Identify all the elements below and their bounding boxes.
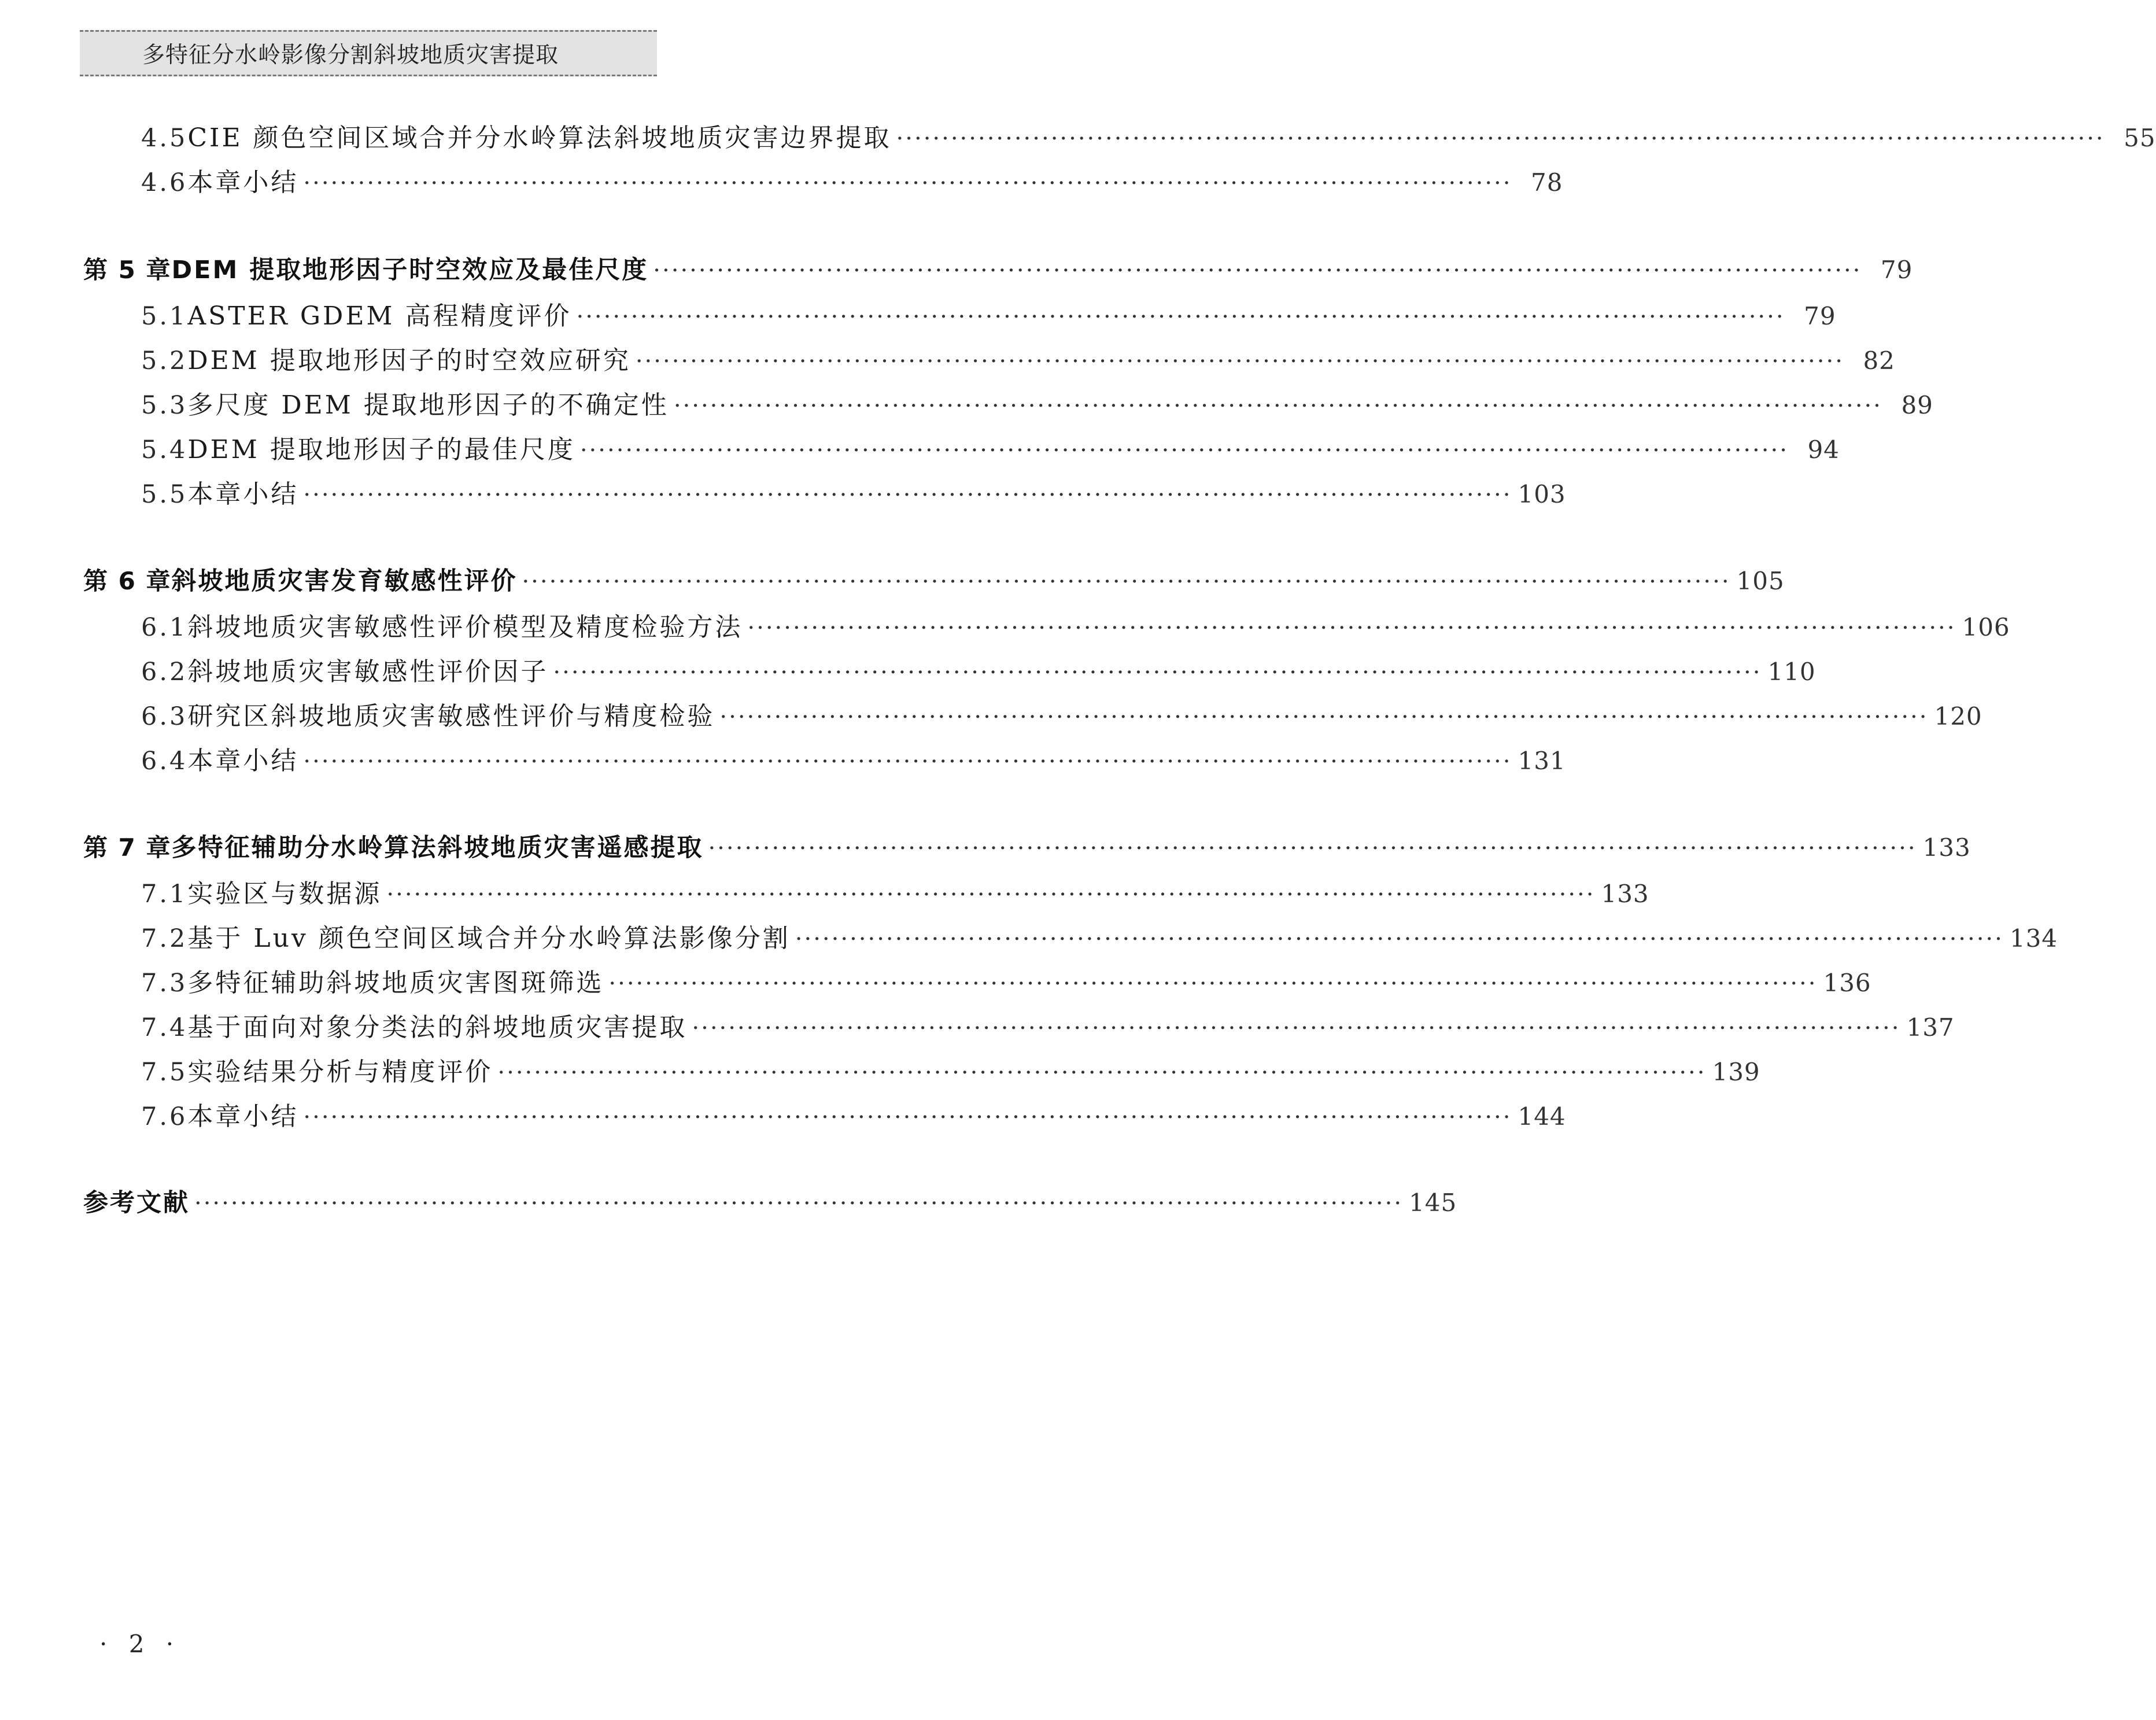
toc-section-number: 5.1 [141,302,188,331]
toc-section-number: 7.2 [141,924,188,953]
toc-entry[interactable] [141,161,1563,197]
toc-section-number: 7.6 [141,1102,188,1131]
toc-page-number: 120 [1934,702,1983,730]
toc-section-number: 6.2 [141,658,188,686]
toc-section-title: DEM 提取地形因子的时空效应研究 [187,346,631,375]
toc-leader-dots: ····································································································································· [303,170,1512,197]
toc-chapter-entry[interactable] [83,828,1971,863]
toc-page-number: 105 [1736,567,1785,595]
toc-leader-dots: ····································································································································· [522,569,1731,595]
toc-page-number: 145 [1409,1189,1457,1217]
running-header [80,30,657,76]
toc-page-number: 103 [1518,480,1566,508]
toc-entry[interactable] [141,473,1566,509]
toc-page-number: 137 [1906,1013,1955,1042]
toc-entry[interactable] [141,695,1983,731]
toc-chapter-title: 斜坡地质灾害发育敏感性评价 [171,567,518,596]
toc-entry[interactable] [141,384,1933,420]
toc-entry[interactable] [141,1006,1955,1042]
toc-section-title: 本章小结 [187,1102,299,1131]
toc-leader-dots: ····································································································································· [553,659,1762,686]
toc-references-title: 参考文献 [83,1189,190,1217]
toc-leader-dots: ····································································································································· [673,393,1882,419]
toc-leader-dots: ····································································································································· [497,1060,1707,1086]
toc-leader-dots: ····································································································································· [653,257,1862,284]
toc-leader-dots: ····································································································································· [303,1104,1512,1131]
toc-leader-dots: ····································································································································· [303,482,1512,508]
toc-page-number: 136 [1823,969,1871,997]
toc-section-title: 多尺度 DEM 提取地形因子的不确定性 [187,390,669,420]
toc-page-number: 131 [1518,747,1566,775]
page-number: · 2 · [99,1630,181,1658]
toc-page-number: 106 [1962,613,2010,641]
toc-section-title: 基于 Luv 颜色空间区域合并分水岭算法影像分割 [187,924,791,953]
toc-section-title: 多特征辅助斜坡地质灾害图斑筛选 [187,968,604,998]
toc-entry[interactable] [141,873,1649,909]
toc-entry[interactable] [141,1095,1566,1131]
toc-entry[interactable] [141,606,2010,642]
toc-section-number: 7.4 [141,1013,188,1042]
toc-chapter-title: 多特征辅助分水岭算法斜坡地质灾害遥感提取 [171,833,704,862]
toc-entry[interactable] [141,740,1566,776]
toc-chapter-entry[interactable] [83,250,1913,285]
toc-page-number: 89 [1901,391,1933,419]
toc-page-number: 133 [1922,833,1971,862]
toc-section-number: 7.1 [141,880,188,909]
toc-entry[interactable] [141,117,2156,153]
toc-chapter-label: 第 6 章 [83,567,172,595]
toc-chapter-title: DEM 提取地形因子时空效应及最佳尺度 [171,256,649,285]
toc-chapter-label: 第 7 章 [83,833,172,862]
toc-section-number: 6.3 [141,702,188,731]
toc-page-number: 134 [2009,924,2058,953]
toc-section-title: 本章小结 [187,479,299,509]
toc-section-title: ASTER GDEM 高程精度评价 [187,301,572,331]
toc-section-title: 斜坡地质灾害敏感性评价因子 [187,657,549,686]
toc-references-entry[interactable] [83,1183,1457,1218]
toc-section-number: 7.3 [141,969,188,998]
toc-leader-dots: ····································································································································· [719,704,1929,730]
toc-section-number: 7.5 [141,1058,188,1087]
toc-leader-dots: ····································································································································· [579,437,1789,464]
toc-leader-dots: ····································································································································· [795,926,2004,953]
toc-leader-dots: ····································································································································· [576,304,1785,330]
toc-page-number: 144 [1518,1102,1566,1131]
toc-section-number: 4.5 [141,124,188,153]
toc-section-number: 6.4 [141,747,188,776]
toc-section-number: 5.4 [141,435,188,464]
toc-page-number: 133 [1601,880,1649,908]
toc-section-title: 斜坡地质灾害敏感性评价模型及精度检验方法 [187,612,743,642]
toc-page-number: 94 [1807,435,1840,464]
toc-leader-dots: ····································································································································· [608,970,1818,997]
toc-section-title: 基于面向对象分类法的斜坡地质灾害提取 [187,1013,688,1042]
toc-section-title: 本章小结 [187,168,299,197]
toc-chapter-entry[interactable] [83,562,1785,596]
toc-page-number: 78 [1531,168,1563,197]
toc-entry[interactable] [141,339,1895,375]
toc-leader-dots: ····································································································································· [747,615,1956,641]
toc-leader-dots: ····································································································································· [386,881,1596,908]
toc-leader-dots: ····································································································································· [635,348,1844,375]
toc-section-title: 实验区与数据源 [187,879,382,909]
toc-section-title: 本章小结 [187,746,299,776]
toc-page-number: 139 [1712,1058,1760,1086]
toc-page-number: 110 [1767,658,1816,686]
toc-leader-dots: ····································································································································· [303,748,1512,775]
toc-chapter-label: 第 5 章 [83,256,172,284]
toc-entry[interactable] [141,917,2058,953]
toc-section-number: 6.1 [141,613,188,642]
toc-page-number: 79 [1880,256,1913,284]
toc-section-title: 实验结果分析与精度评价 [187,1057,493,1087]
toc-entry[interactable] [141,651,1816,686]
toc-section-title: 研究区斜坡地质灾害敏感性评价与精度检验 [187,702,715,731]
toc-leader-dots: ····································································································································· [896,126,2105,152]
toc-section-number: 5.5 [141,480,188,509]
toc-section-title: DEM 提取地形因子的最佳尺度 [187,435,575,464]
toc-entry[interactable] [141,295,1836,331]
toc-leader-dots: ····································································································································· [692,1015,1901,1042]
toc-page-number: 79 [1804,302,1836,330]
toc-page-number: 55 [2124,124,2156,152]
toc-section-title: CIE 颜色空间区域合并分水岭算法斜坡地质灾害边界提取 [187,123,892,153]
toc-entry[interactable] [141,962,1871,998]
toc-leader-dots: ····································································································································· [194,1190,1404,1217]
toc-entry[interactable] [141,1051,1760,1087]
toc-section-number: 5.2 [141,346,188,375]
toc-leader-dots: ····································································································································· [708,835,1917,862]
toc-page-number: 82 [1863,346,1895,375]
toc-section-number: 5.3 [141,391,188,420]
toc-entry[interactable] [141,429,1840,464]
running-header-title: 多特征分水岭影像分割斜坡地质灾害提取 [142,42,559,68]
toc-section-number: 4.6 [141,168,188,197]
